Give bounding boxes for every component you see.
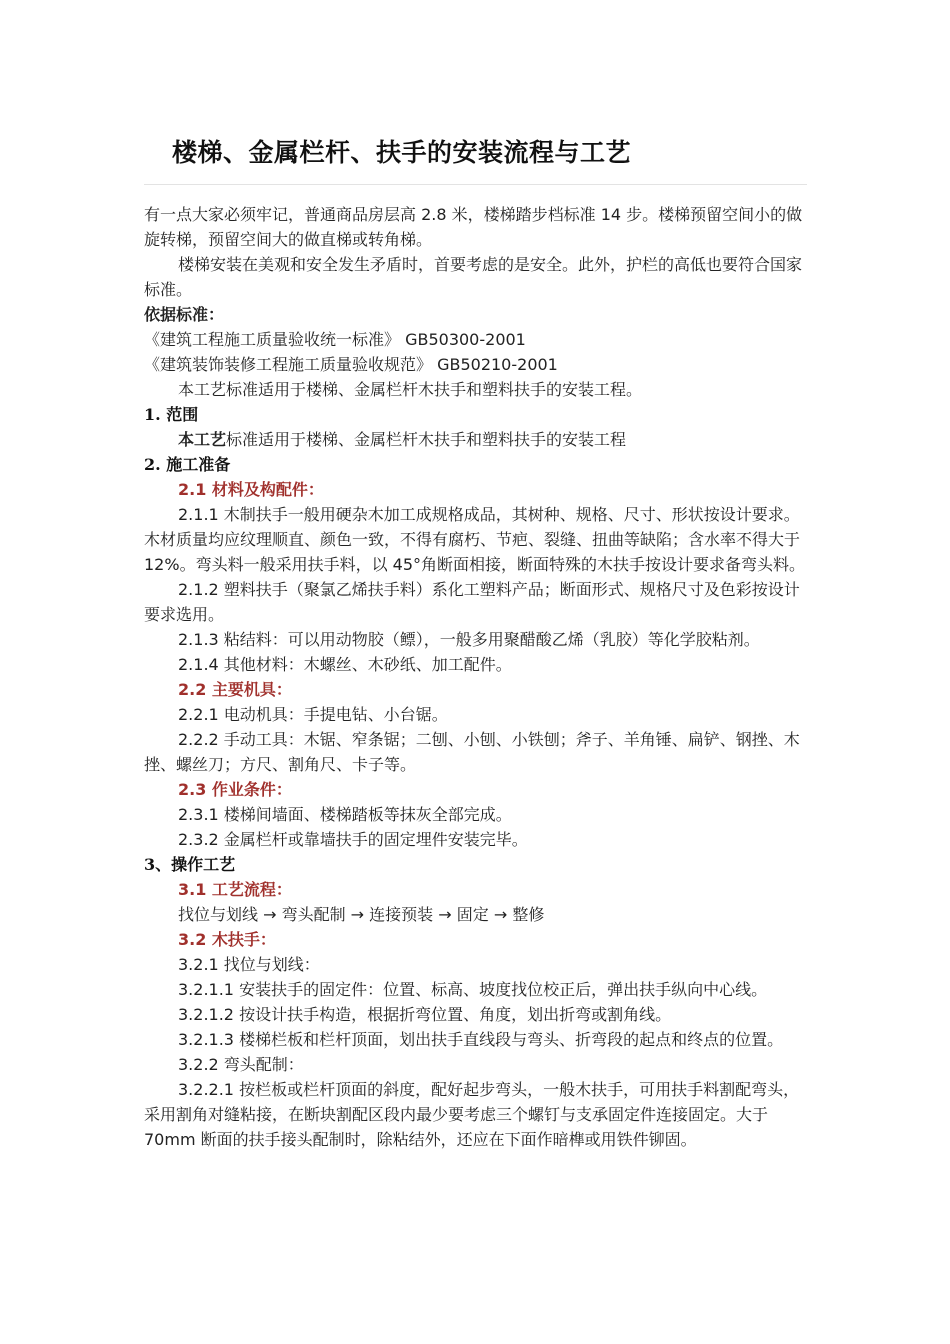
item-3-2-1: 3.2.1 找位与划线：	[178, 955, 320, 974]
standard-1: 《建筑工程施工质量验收统一标准》 GB50300-2001	[144, 330, 526, 349]
item-3-2-1-1: 3.2.1.1 安装扶手的固定件：位置、标高、坡度找位校正后，弹出扶手纵向中心线。	[178, 980, 768, 999]
subsection-2-2-heading: 2.2 主要机具：	[178, 680, 292, 699]
item-3-2-1-2: 3.2.1.2 按设计扶手构造，根据折弯位置、角度，划出折弯或割角线。	[178, 1005, 672, 1024]
subsection-2-3-heading: 2.3 作业条件：	[178, 780, 292, 799]
standard-2: 《建筑装饰装修工程施工质量验收规范》 GB50210-2001	[144, 355, 558, 374]
item-3-2-2-1: 3.2.2.1 按栏板或栏杆顶面的斜度，配好起步弯头，一般木扶手，可用扶手料割配弯头，采用割角对缝粘接，在断块割配区段内最少要考虑三个螺钉与支承固定件连接固定。大于 70mm 断面的扶手接头配制时，除粘结外，还应在下面作暗榫或用铁件铆固。	[144, 1080, 800, 1149]
item-2-3-2: 2.3.2 金属栏杆或靠墙扶手的固定埋件安装完毕。	[178, 830, 528, 849]
section-3-heading: 3、操作工艺	[144, 855, 236, 874]
section-1-heading: 1. 范围	[144, 405, 199, 424]
item-3-2-2: 3.2.2 弯头配制：	[178, 1055, 304, 1074]
page-title: 楼梯、金属栏杆、扶手的安装流程与工艺	[172, 138, 632, 167]
item-2-1-1: 2.1.1 木制扶手一般用硬杂木加工成规格成品，其树种、规格、尺寸、形状按设计要求。木材质量均应纹理顺直、颜色一致，不得有腐朽、节疤、裂缝、扭曲等缺陷；含水率不得大于 12%。弯头料一般采用扶手料，以 45°角断面相接，断面特殊的木扶手按设计要求备弯头料。	[144, 505, 806, 574]
item-3-2-1-3: 3.2.1.3 楼梯栏板和栏杆顶面，划出扶手直线段与弯头、折弯段的起点和终点的位置。	[178, 1030, 784, 1049]
section-1-bold-lead: 本工艺	[178, 430, 227, 449]
intro-paragraph-1: 有一点大家必须牢记，普通商品房层高 2.8 米，楼梯踏步档标准 14 步。楼梯预留空间小的做旋转梯，预留空间大的做直梯或转角梯。	[144, 205, 803, 249]
item-2-1-3: 2.1.3 粘结料：可以用动物胶（鳔），一般多用聚醋酸乙烯（乳胶）等化学胶粘剂。	[178, 630, 760, 649]
item-2-3-1: 2.3.1 楼梯间墙面、楼梯踏板等抹灰全部完成。	[178, 805, 512, 824]
intro-paragraph-2: 楼梯安装在美观和安全发生矛盾时，首要考虑的是安全。此外，护栏的高低也要符合国家标准。	[144, 255, 803, 299]
process-flow: 找位与划线 → 弯头配制 → 连接预装 → 固定 → 整修	[178, 905, 545, 924]
subsection-2-1-heading: 2.1 材料及构配件：	[178, 480, 324, 499]
section-2-heading: 2. 施工准备	[144, 455, 231, 474]
section-1-text	[144, 427, 807, 452]
item-2-2-1: 2.2.1 电动机具：手提电钻、小台锯。	[178, 705, 448, 724]
item-2-2-2: 2.2.2 手动工具：木锯、窄条锯；二刨、小刨、小铁刨；斧子、羊角锤、扁铲、钢挫、木挫、螺丝刀；方尺、割角尺、卡子等。	[144, 730, 800, 774]
basis-heading: 依据标准：	[144, 305, 225, 324]
title-divider	[144, 184, 807, 185]
item-2-1-4: 2.1.4 其他材料：木螺丝、木砂纸、加工配件。	[178, 655, 512, 674]
subsection-3-2-heading: 3.2 木扶手：	[178, 930, 276, 949]
document-body	[144, 202, 807, 1152]
subsection-3-1-heading: 3.1 工艺流程：	[178, 880, 292, 899]
basis-note: 本工艺标准适用于楼梯、金属栏杆木扶手和塑料扶手的安装工程。	[178, 380, 643, 399]
section-1-rest: 标准适用于楼梯、金属栏杆木扶手和塑料扶手的安装工程	[226, 430, 627, 449]
item-2-1-2: 2.1.2 塑料扶手（聚氯乙烯扶手料）系化工塑料产品；断面形式、规格尺寸及色彩按设计要求选用。	[144, 580, 800, 624]
